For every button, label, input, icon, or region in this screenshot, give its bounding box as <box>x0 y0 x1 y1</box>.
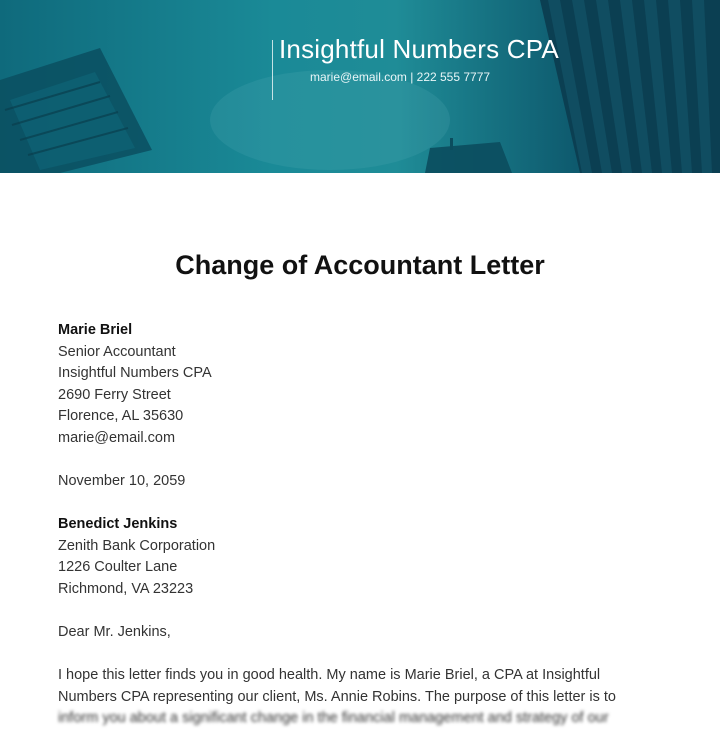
sender-position: Senior Accountant <box>58 343 176 360</box>
company-contact: marie@email.com | 222 555 7777 <box>310 70 491 84</box>
header-divider <box>272 40 273 100</box>
sender-name: Marie Briel <box>58 322 133 338</box>
recipient-company: Zenith Bank Corporation <box>58 537 216 554</box>
letter-date <box>58 471 185 493</box>
sender-city: Florence, AL 35630 <box>58 408 184 425</box>
recipient-street: 1226 Coulter Lane <box>58 559 178 576</box>
recipient-block <box>58 514 215 600</box>
header-banner <box>0 0 720 173</box>
body-paragraph <box>58 665 660 730</box>
sender-email: marie@email.com <box>58 429 176 446</box>
body-line: Numbers CPA representing our client, Ms. Annie Robins. The purpose of this letter is to <box>58 688 616 705</box>
greeting-text: Dear Mr. Jenkins, <box>58 624 171 640</box>
sender-street: 2690 Ferry Street <box>58 386 171 403</box>
recipient-name: Benedict Jenkins <box>58 516 178 532</box>
recipient-city: Richmond, VA 23223 <box>58 580 194 597</box>
sender-block <box>58 320 212 450</box>
body-line: inform you about a significant change in the financial management and strategy of our <box>58 710 609 727</box>
letter-title: Change of Accountant Letter <box>175 250 545 280</box>
sender-company: Insightful Numbers CPA <box>58 365 212 382</box>
date-text: November 10, 2059 <box>58 473 186 489</box>
greeting <box>58 622 171 644</box>
city-skyline-image <box>0 0 720 173</box>
company-name: Insightful Numbers CPA <box>279 34 559 64</box>
body-line: I hope this letter finds you in good health. My name is Marie Briel, a CPA at Insightful <box>58 667 601 683</box>
